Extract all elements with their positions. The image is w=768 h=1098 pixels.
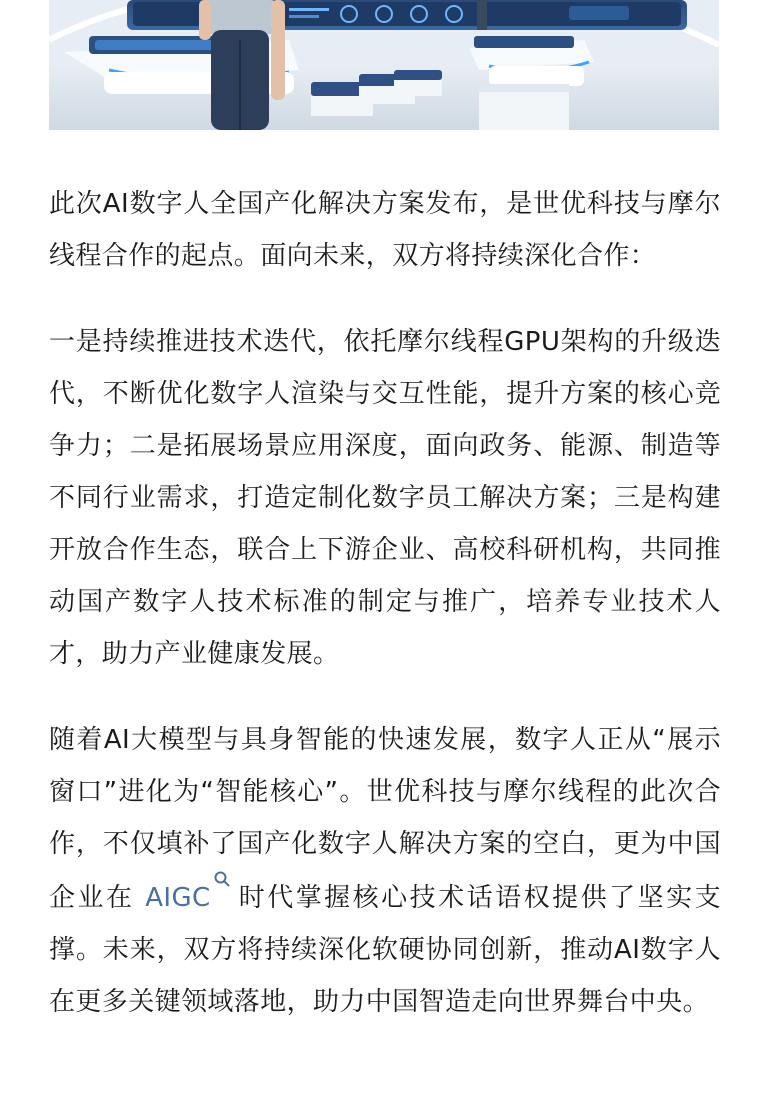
article-body bbox=[49, 178, 721, 1062]
paragraph-last bbox=[49, 714, 721, 1028]
exhibition-hall-illustration bbox=[49, 0, 719, 130]
paragraph-text: 时代掌握核心技术话语权提供了坚实支撑。未来，双方将持续深化软硬协同创新，推动AI数字人在更多关键领域落地，助力中国智造走向世界舞台中央。 bbox=[49, 883, 721, 1017]
hero-image bbox=[49, 0, 719, 130]
paragraph: 一是持续推进技术迭代，依托摩尔线程GPU架构的升级迭代，不断优化数字人渲染与交互性能，提升方案的核心竞争力；二是拓展场景应用深度，面向政务、能源、制造等不同行业需求，打造定制化数字员工解决方案；三是构建开放合作生态，联合上下游企业、高校科研机构，共同推动国产数字人技术标准的制定与推广，培养专业技术人才，助力产业健康发展。 bbox=[49, 327, 721, 669]
search-icon[interactable] bbox=[213, 870, 231, 888]
paragraph: 此次AI数字人全国产化解决方案发布，是世优科技与摩尔线程合作的起点。面向未来，双方将持续深化合作： bbox=[49, 189, 721, 271]
aigc-link[interactable]: AIGC bbox=[145, 883, 211, 913]
paragraph-text: 随着AI大模型与具身智能的快速发展，数字人正从“展示窗口”进化为“智能核心”。世优科技与摩尔线程的此次合作，不仅填补了国产化数字人解决方案的空白，更为中国企业在 bbox=[49, 725, 721, 913]
